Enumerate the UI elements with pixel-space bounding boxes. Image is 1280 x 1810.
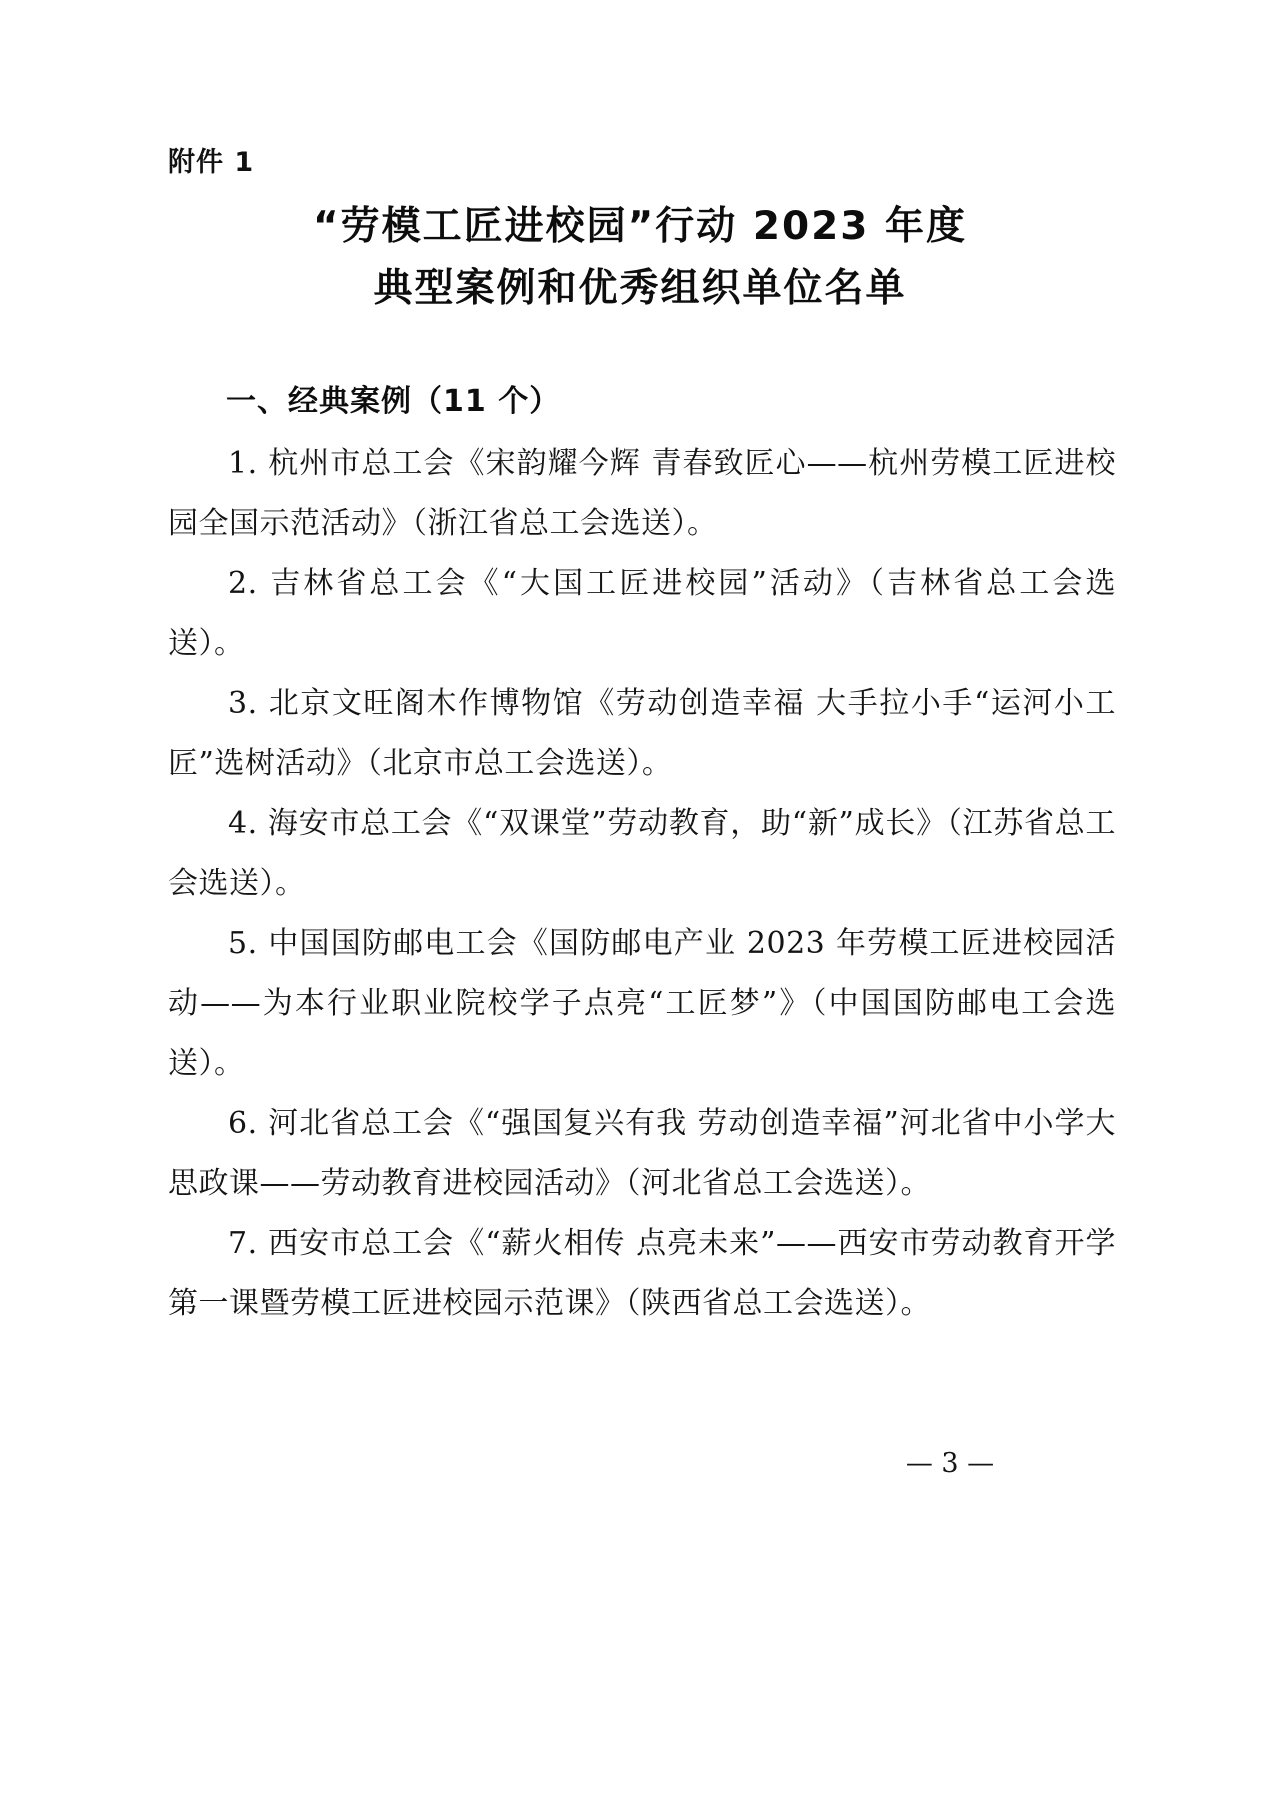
attachment-label: 附件 1 <box>168 147 255 178</box>
list-item: 4. 海安市总工会《“双课堂”劳动教育，助“新”成长》（江苏省总工会选送）。 <box>168 806 1116 901</box>
section-heading: 一、经典案例（11 个） <box>226 384 561 419</box>
page-title-line-2: 典型案例和优秀组织单位名单 <box>373 266 907 311</box>
list-item: 5. 中国国防邮电工会《国防邮电产业 2023 年劳模工匠进校园活动——为本行业职业院校学子点亮“工匠梦”》（中国国防邮电工会选送）。 <box>168 926 1116 1081</box>
list-item: 2. 吉林省总工会《“大国工匠进校园”活动》（吉林省总工会选送）。 <box>168 566 1116 661</box>
list-item: 1. 杭州市总工会《宋韵耀今辉 青春致匠心——杭州劳模工匠进校园全国示范活动》（浙江省总工会选送）。 <box>168 446 1116 541</box>
list-item: 3. 北京文旺阁木作博物馆《劳动创造幸福 大手拉小手“运河小工匠”选树活动》（北京市总工会选送）。 <box>168 686 1116 781</box>
list-item: 6. 河北省总工会《“强国复兴有我 劳动创造幸福”河北省中小学大思政课——劳动教育进校园活动》（河北省总工会选送）。 <box>168 1106 1116 1201</box>
page-number-text: — 3 — <box>905 1448 995 1479</box>
list-item: 7. 西安市总工会《“薪火相传 点亮未来”——西安市劳动教育开学第一课暨劳模工匠进校园示范课》（陕西省总工会选送）。 <box>168 1226 1116 1321</box>
page-title-line-1: “劳模工匠进校园”行动 2023 年度 <box>313 204 967 249</box>
page-title <box>168 196 1112 320</box>
body-content <box>168 434 1116 1334</box>
page-number <box>0 1448 1280 1479</box>
